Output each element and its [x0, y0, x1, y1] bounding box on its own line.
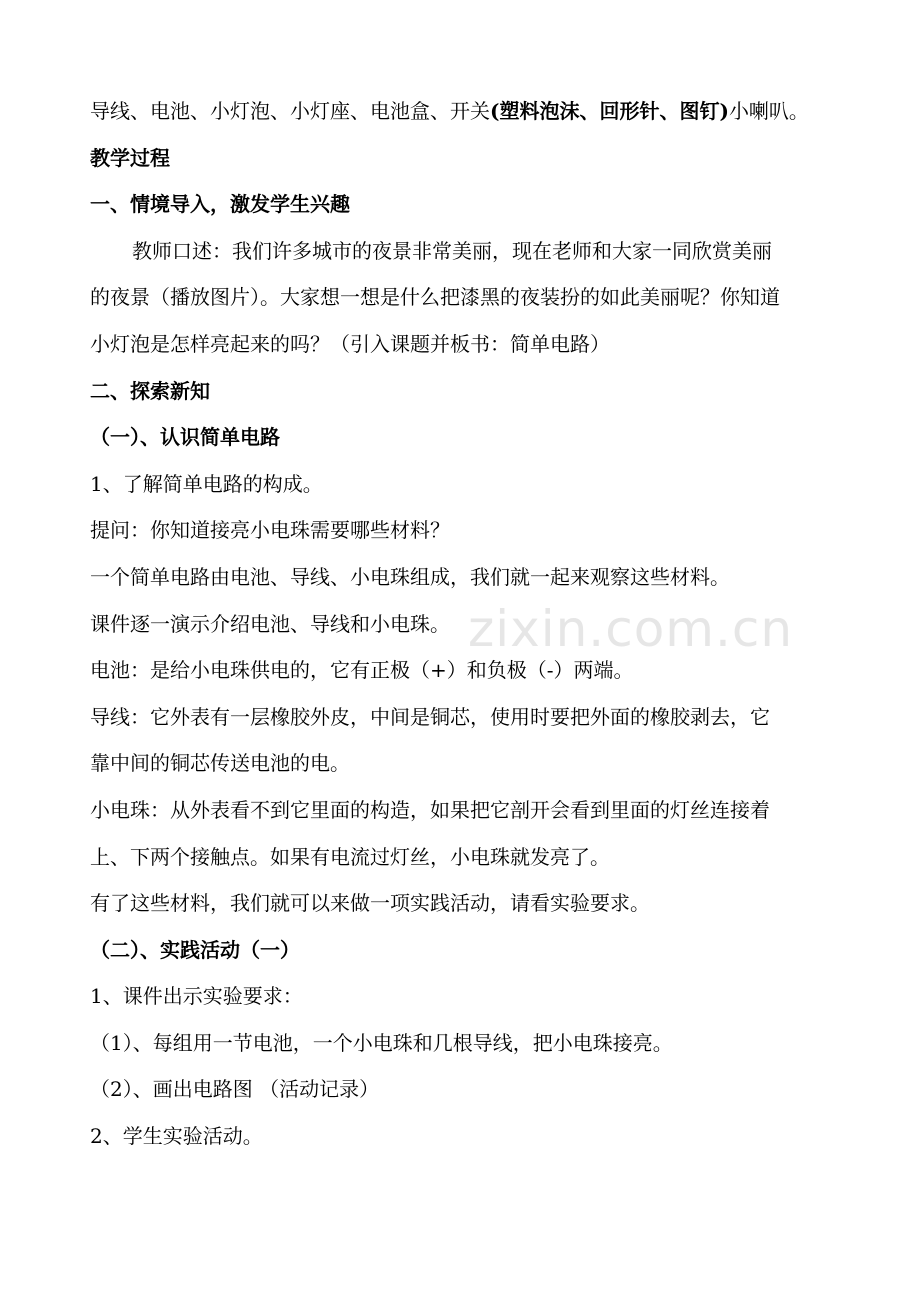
paragraph-line: 导线：它外表有一层橡胶外皮，中间是铜芯，使用时要把外面的橡胶剥去，它: [90, 704, 770, 729]
intro-line-3: 小灯泡是怎样亮起来的吗？（引入课题并板书：简单电路）: [90, 331, 610, 356]
materials-text-end: 小喇叭。: [728, 99, 809, 123]
paragraph-line: 课件逐一演示介绍电池、导线和小电珠。: [90, 611, 450, 636]
paragraph-line: 小电珠：从外表看不到它里面的构造，如果把它剖开会看到里面的灯丝连接着: [90, 797, 770, 822]
materials-bold-text: (塑料泡沫、回形针、图钉): [490, 99, 729, 123]
heading-teaching-process: 教学过程: [90, 145, 170, 170]
section-1-title: 一、情境导入，激发学生兴趣: [90, 192, 350, 217]
subsection-2-title: （二）、实践活动（一）: [90, 937, 300, 962]
paragraph-line: 2、学生实验活动。: [90, 1124, 263, 1149]
paragraph-line: 提问：你知道接亮小电珠需要哪些材料？: [90, 518, 450, 543]
document-page: [90, 88, 840, 1160]
paragraph-line: 靠中间的铜芯传送电池的电。: [90, 751, 350, 776]
paragraph-line: 电池：是给小电珠供电的，它有正极（+）和负极（-）两端。: [90, 658, 634, 683]
intro-line-1: 教师口述：我们许多城市的夜景非常美丽，现在老师和大家一同欣赏美丽: [132, 238, 772, 263]
paragraph-line: 1、课件出示实验要求：: [90, 984, 303, 1009]
paragraph-line: （1）、每组用一节电池，一个小电珠和几根导线，把小电珠接亮。: [90, 1030, 673, 1055]
section-2-title: 二、探索新知: [90, 378, 210, 403]
paragraph-line: （2）、画出电路图 （活动记录）: [90, 1077, 380, 1102]
intro-line-2: 的夜景（播放图片）。大家想一想是什么把漆黑的夜装扮的如此美丽呢？你知道: [90, 285, 780, 310]
materials-line: [90, 88, 840, 135]
paragraph-line: 有了这些材料，我们就可以来做一项实践活动，请看实验要求。: [90, 891, 650, 916]
materials-text: 导线、电池、小灯泡、小灯座、电池盒、开关: [90, 99, 490, 123]
paragraph-line: 一个简单电路由电池、导线、小电珠组成，我们就一起来观察这些材料。: [90, 564, 730, 589]
watermark: zixin.com.cn: [468, 600, 794, 658]
subsection-1-title: （一）、认识简单电路: [90, 425, 280, 450]
paragraph-line: 上、下两个接触点。如果有电流过灯丝，小电珠就发亮了。: [90, 844, 610, 869]
paragraph-line: 1、了解简单电路的构成。: [90, 471, 323, 496]
